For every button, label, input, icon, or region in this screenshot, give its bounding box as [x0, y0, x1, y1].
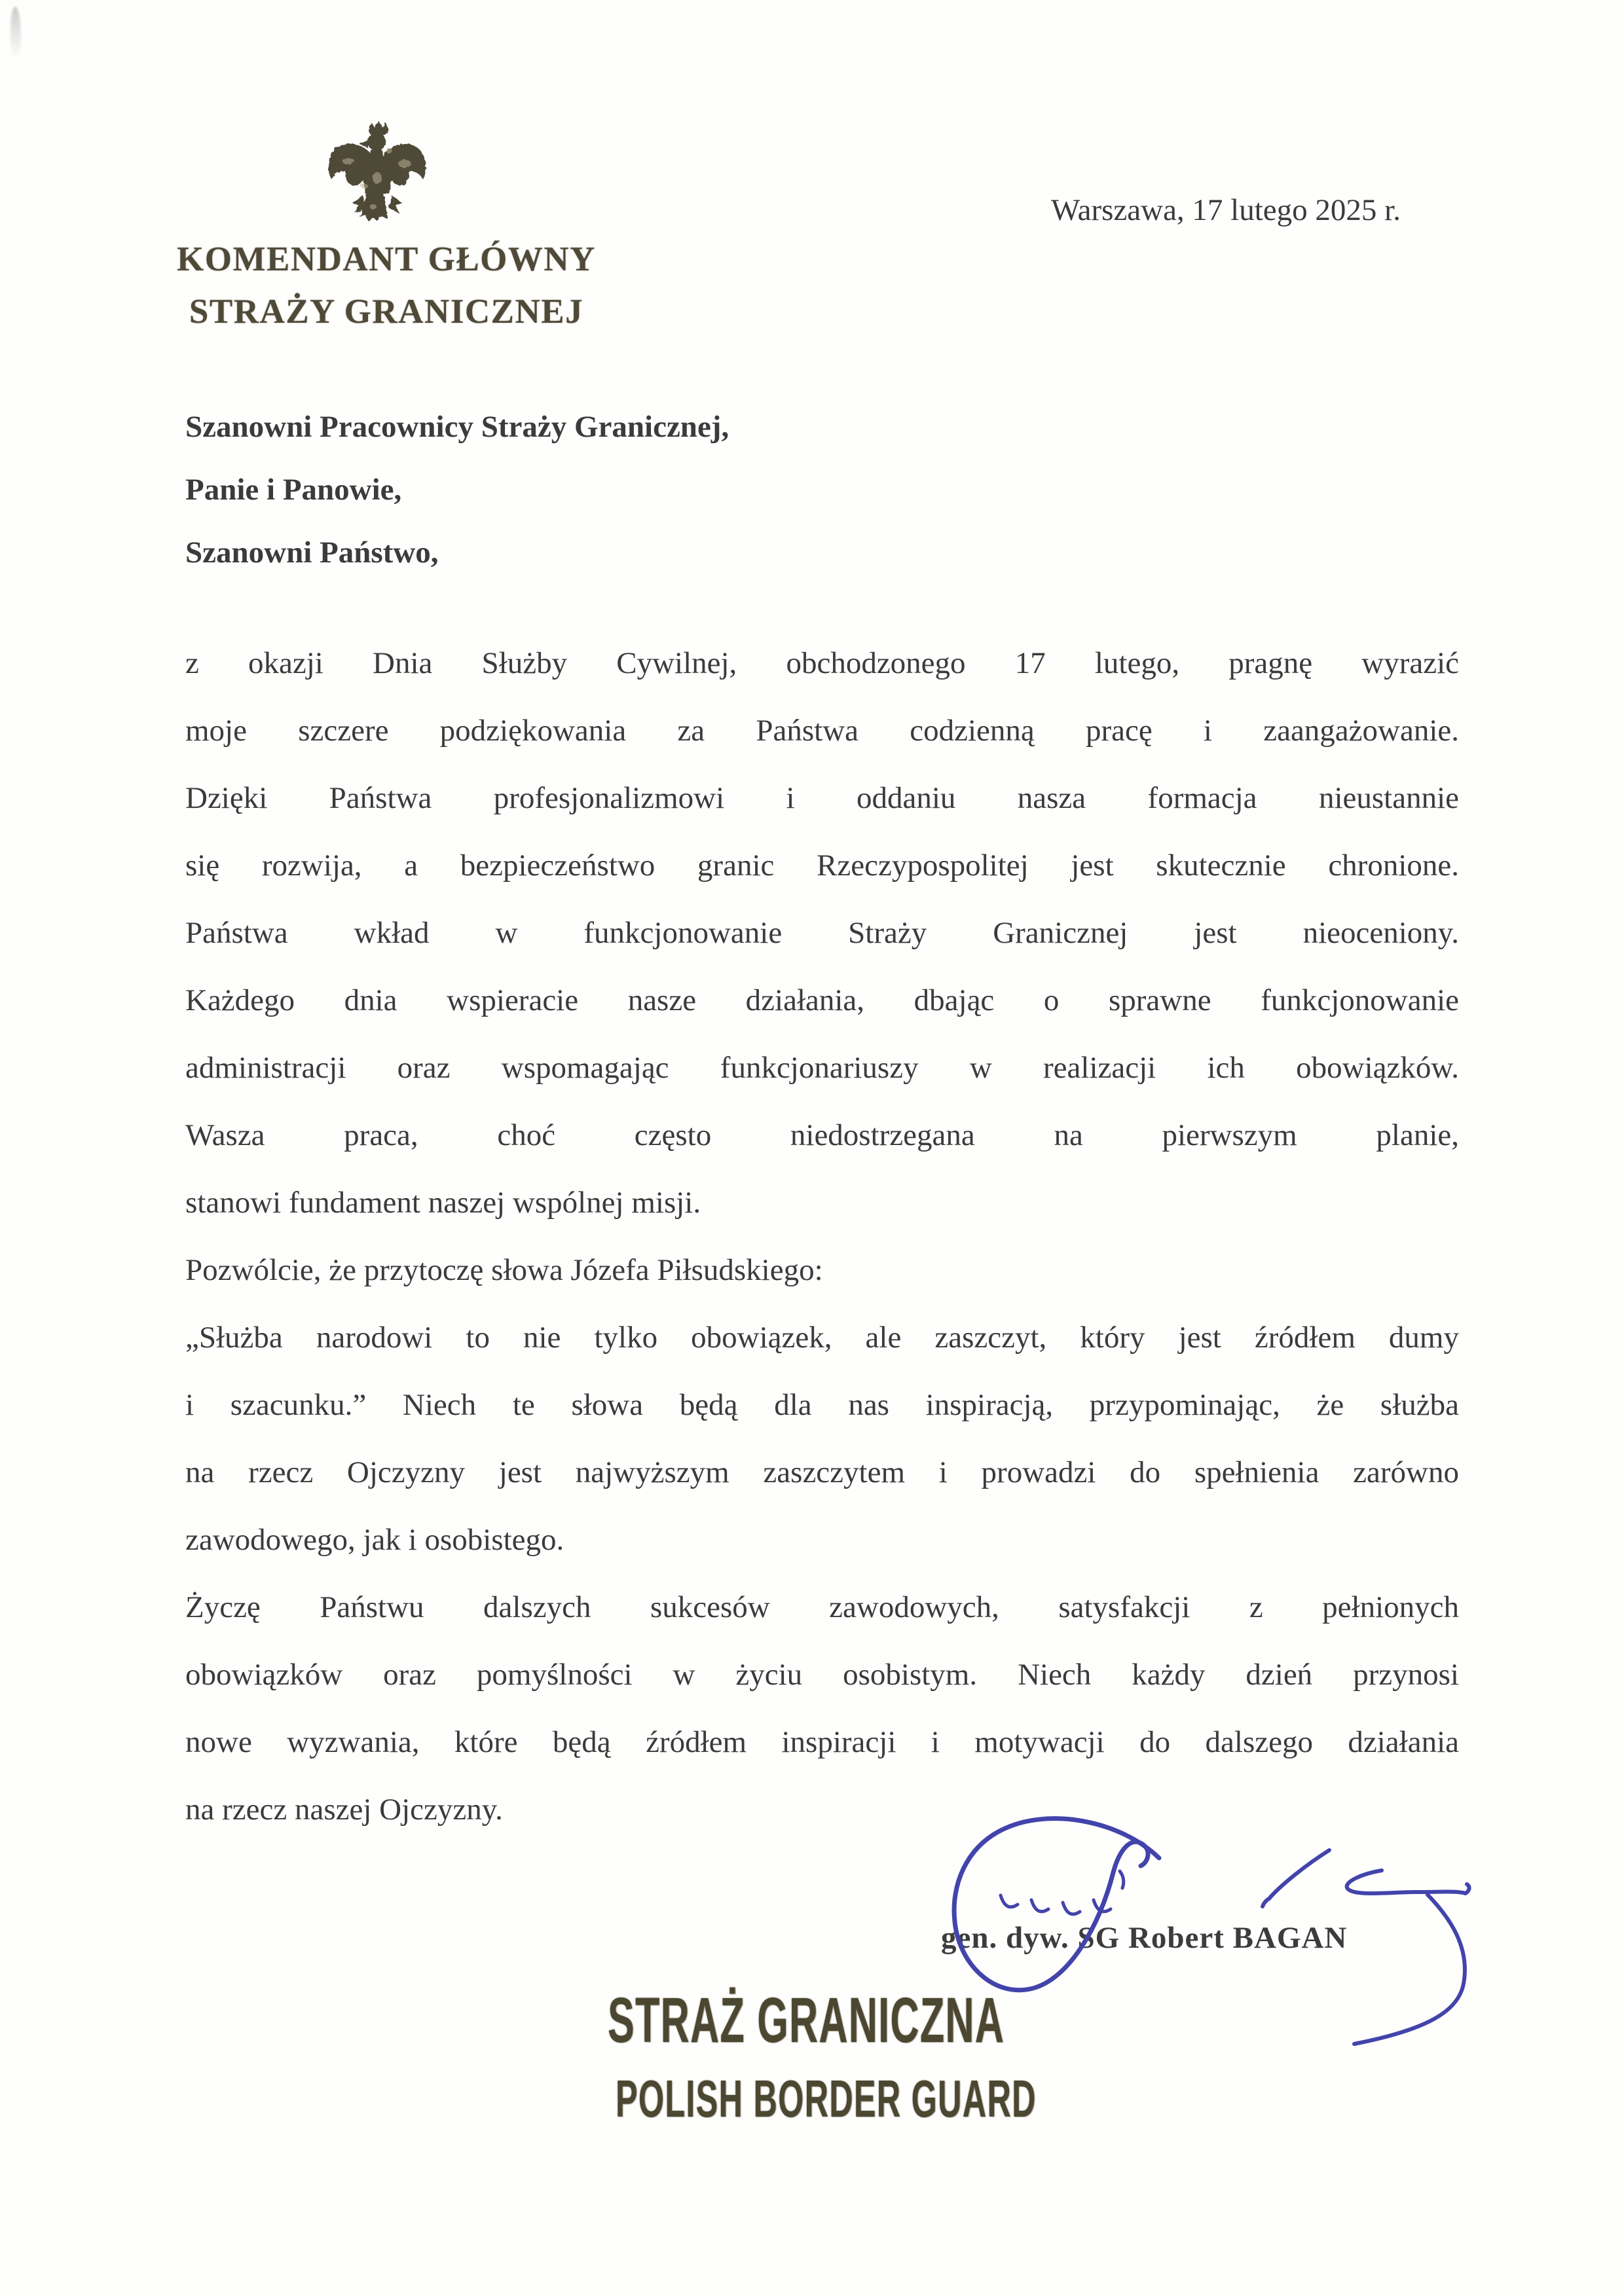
date-line: Warszawa, 17 lutego 2025 r.	[1051, 193, 1401, 227]
body-line: administracji oraz wspomagając funkcjonariuszy w realizacji ich obowiązków.	[185, 1051, 1459, 1085]
border-guard-stamp-line-polish: STRAŻ GRANICZNA	[608, 1984, 1005, 2056]
body-line: się rozwija, a bezpieczeństwo granic Rzeczypospolitej jest skutecznie chronione.	[185, 848, 1459, 883]
letterhead-title-line2: STRAŻY GRANICZNEJ	[189, 293, 584, 331]
body-line: zawodowego, jak i osobistego.	[185, 1523, 564, 1557]
salutation-line: Szanowni Pracownicy Straży Granicznej,	[185, 410, 729, 444]
salutation-line: Szanowni Państwo,	[185, 536, 439, 570]
body-line: nowe wyzwania, które będą źródłem inspiracji i motywacji do dalszego działania	[185, 1725, 1459, 1759]
salutation-block	[185, 395, 1459, 584]
scan-artifact-mark	[10, 7, 21, 59]
body-line: obowiązków oraz pomyślności w życiu osobistym. Niech każdy dzień przynosi	[185, 1658, 1459, 1692]
body-line: Życzę Państwu dalszych sukcesów zawodowych, satysfakcji z pełnionych	[185, 1590, 1459, 1624]
signatory-name: gen. dyw. SG Robert BAGAN	[941, 1921, 1348, 1955]
salutation-line: Panie i Panowie,	[185, 473, 402, 507]
body-line: moje szczere podziękowania za Państwa codzienną pracę i zaangażowanie.	[185, 714, 1459, 748]
body-line: na rzecz naszej Ojczyzny.	[185, 1793, 503, 1827]
body-line: Dzięki Państwa profesjonalizmowi i oddaniu nasza formacja nieustannie	[185, 781, 1459, 815]
body-line: Państwa wkład w funkcjonowanie Straży Granicznej jest nieoceniony.	[185, 916, 1459, 950]
body-line: stanowi fundament naszej wspólnej misji.	[185, 1186, 701, 1220]
letter-body	[185, 630, 1459, 1844]
body-line: z okazji Dnia Służby Cywilnej, obchodzonego 17 lutego, pragnę wyrazić	[185, 646, 1459, 680]
letterhead-title	[151, 233, 622, 338]
polish-eagle-emblem-icon	[326, 119, 428, 232]
body-line: Wasza praca, choć często niedostrzegana na pierwszym planie,	[185, 1118, 1459, 1152]
signature-scribble	[904, 1781, 1506, 2134]
body-line: Pozwólcie, że przytoczę słowa Józefa Piłsudskiego:	[185, 1253, 823, 1287]
body-line: „Służba narodowi to nie tylko obowiązek, ale zaszczyt, który jest źródłem dumy	[185, 1321, 1459, 1355]
letterhead-title-line1: KOMENDANT GŁÓWNY	[177, 240, 596, 278]
body-line: na rzecz Ojczyzny jest najwyższym zaszczytem i prowadzi do spełnienia zarówno	[185, 1455, 1459, 1489]
border-guard-stamp-line-english: POLISH BORDER GUARD	[616, 2069, 1037, 2128]
body-line: Każdego dnia wspieracie nasze działania, dbając o sprawne funkcjonowanie	[185, 983, 1459, 1017]
body-line: i szacunku.” Niech te słowa będą dla nas inspiracją, przypominając, że służba	[185, 1388, 1459, 1422]
